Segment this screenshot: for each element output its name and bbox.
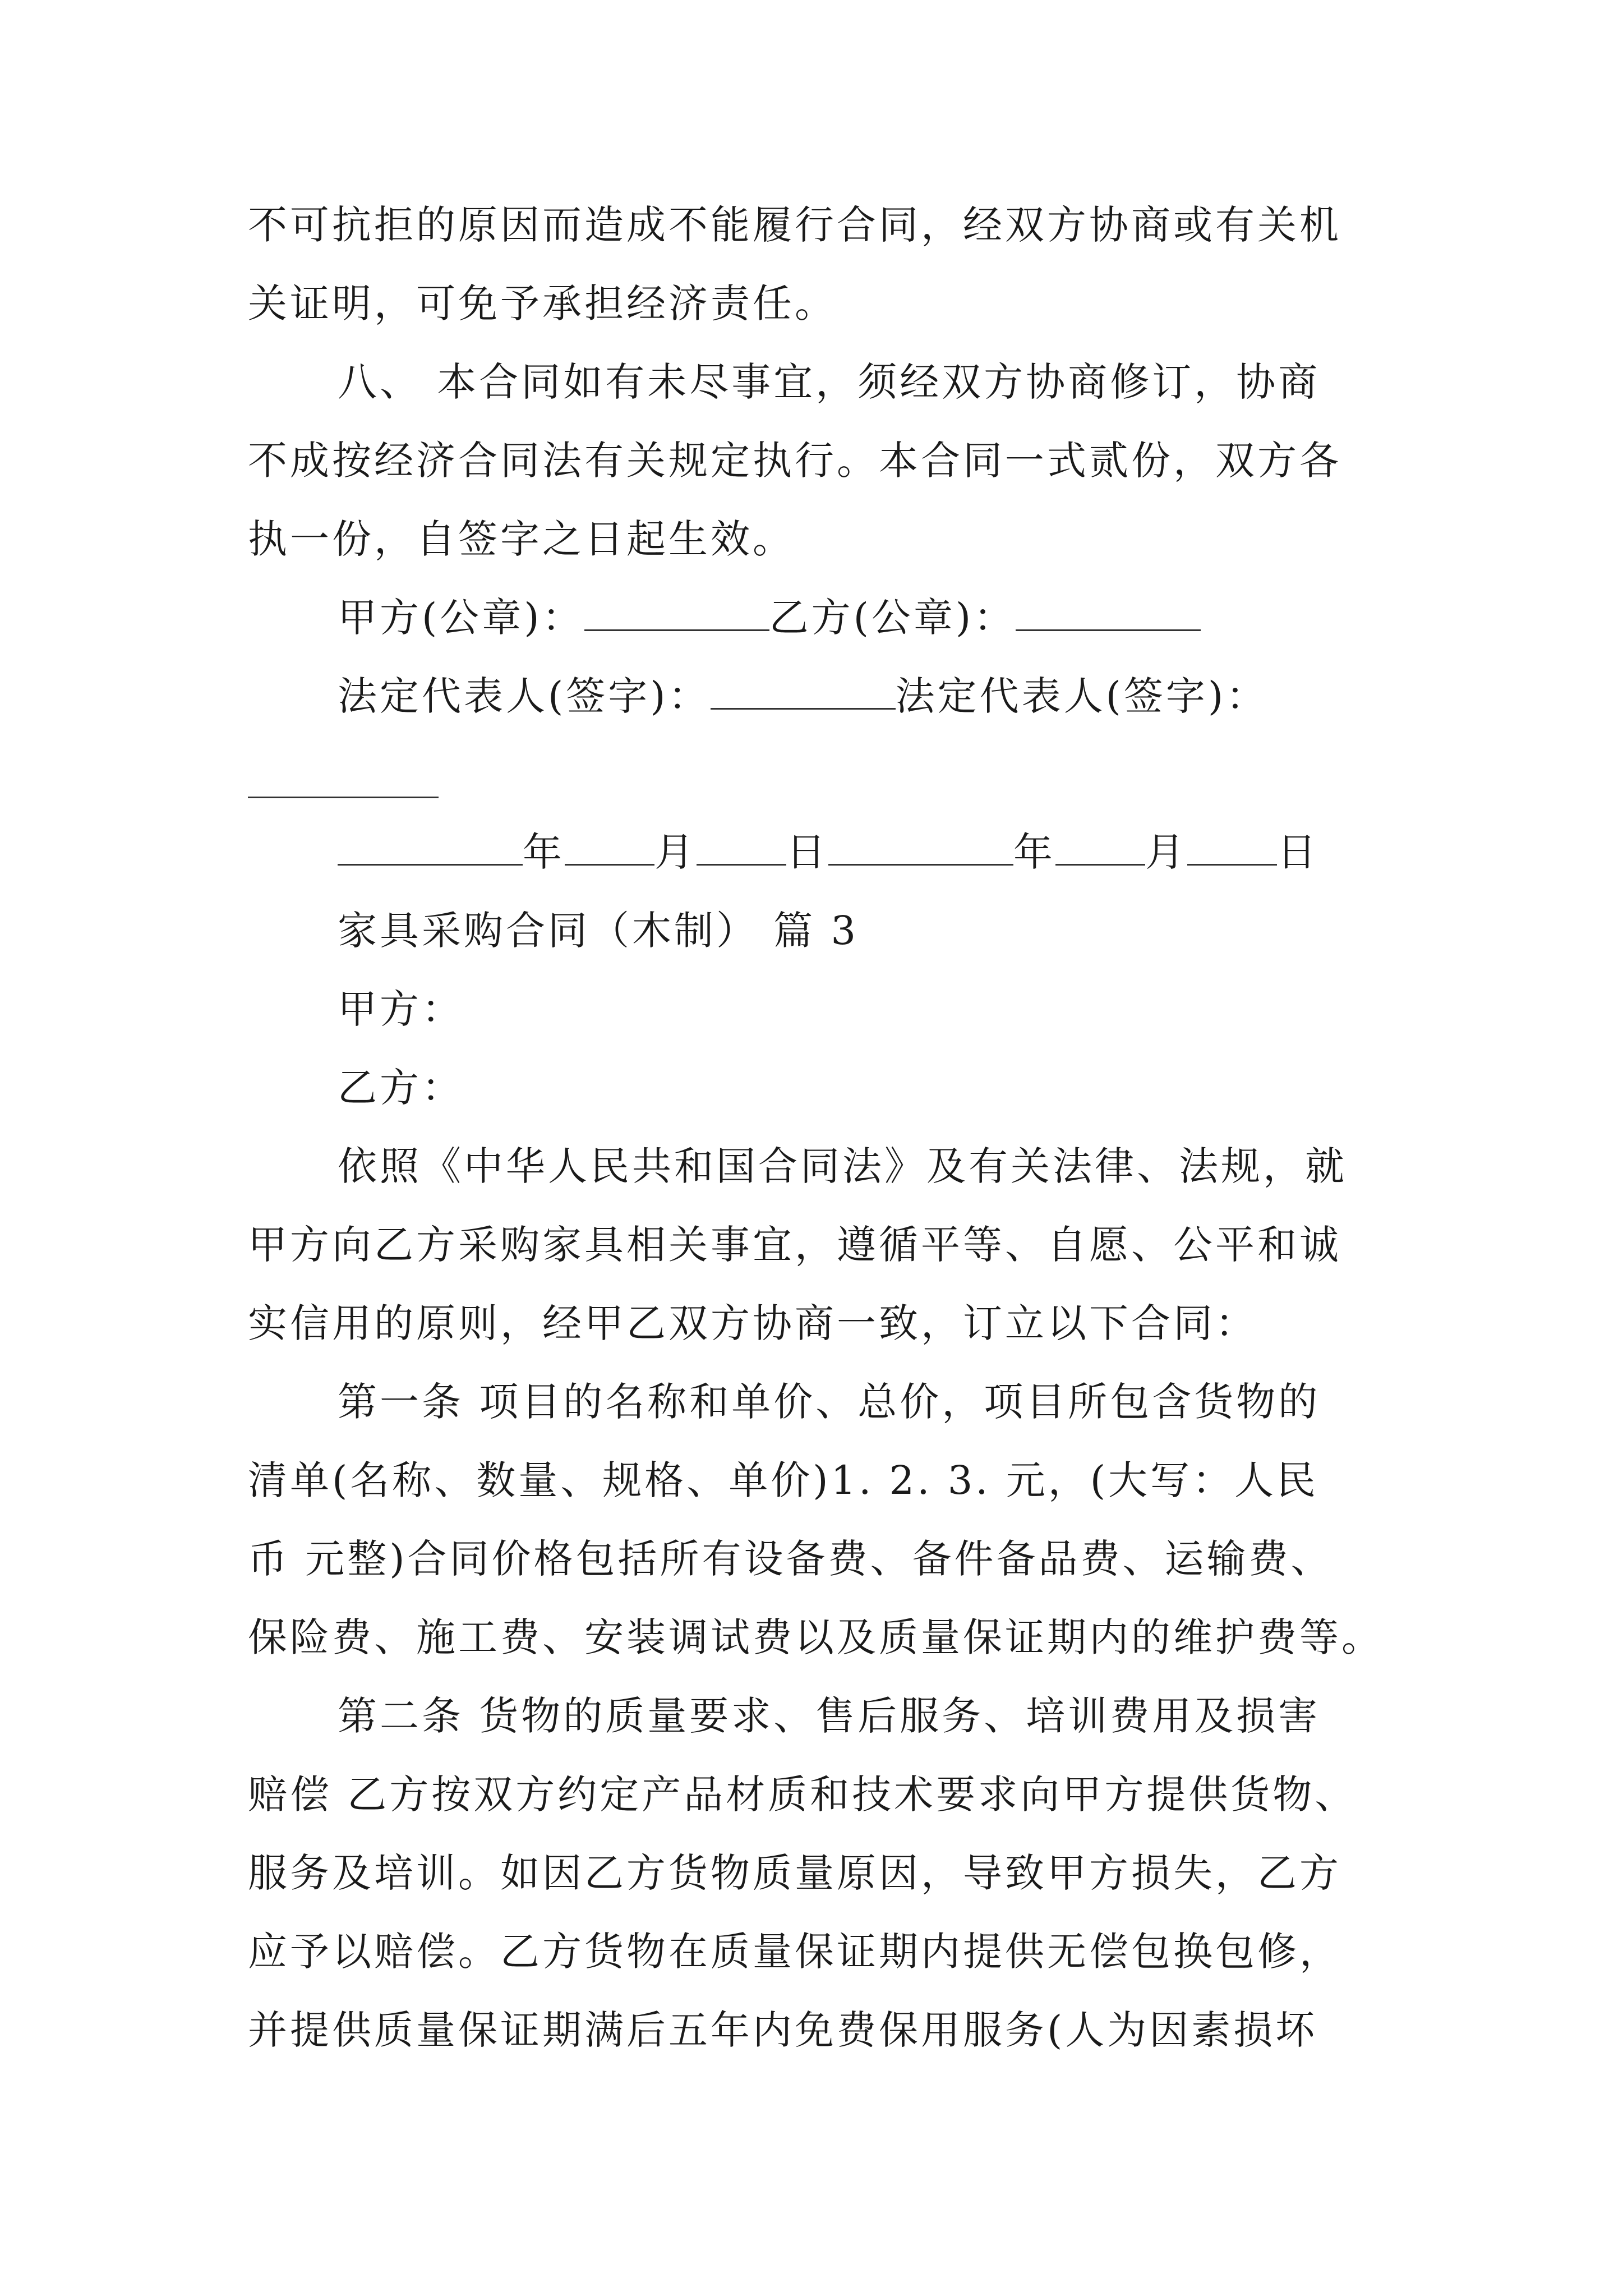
- body-line: 甲方向乙方采购家具相关事宜，遵循平等、自愿、公平和诚: [248, 1222, 1341, 1268]
- article-2-line: 第二条 货物的质量要求、售后服务、培训费用及损害: [338, 1693, 1321, 1739]
- body-line: 服务及培训。如因乙方货物质量原因，导致甲方损失，乙方: [248, 1850, 1341, 1896]
- party-b-seal-blank: [1016, 595, 1201, 631]
- rep-b-blank: [248, 797, 439, 798]
- rep-a-label: 法定代表人(签字)：: [338, 673, 711, 719]
- body-line: 关证明，可免予承担经济责任。: [248, 280, 837, 326]
- body-line: 币 元整)合同价格包括所有设备费、备件备品费、运输费、: [248, 1536, 1333, 1582]
- year-b-label: 年: [1013, 829, 1055, 875]
- year-a-blank: [338, 829, 523, 866]
- body-line: 保险费、施工费、安装调试费以及质量保证期内的维护费等。: [248, 1614, 1384, 1660]
- seal-line: [338, 592, 1201, 643]
- month-a-blank: [565, 829, 654, 866]
- body-line: 并提供质量保证期满后五年内免费保用服务(人为因素损坏: [248, 2007, 1318, 2053]
- date-line: [338, 827, 1319, 877]
- day-b-label: 日: [1277, 829, 1319, 875]
- body-line: 应予以赔偿。乙方货物在质量保证期内提供无偿包换包修，: [248, 1929, 1341, 1975]
- rep-b-label: 法定代表人(签字)：: [895, 673, 1269, 719]
- body-line: 执一份，自签字之日起生效。: [248, 516, 795, 562]
- section-title: 家具采购合同（木制） 篇 3: [338, 908, 859, 954]
- body-line: 实信用的原则，经甲乙双方协商一致，订立以下合同：: [248, 1300, 1257, 1346]
- day-b-blank: [1187, 829, 1277, 866]
- day-a-blank: [697, 829, 786, 866]
- article-1-line: 第一条 项目的名称和单价、总价，项目所包含货物的: [338, 1379, 1321, 1425]
- body-line: 依照《中华人民共和国合同法》及有关法律、法规，就: [338, 1143, 1347, 1189]
- rep-a-blank: [711, 673, 896, 710]
- day-a-label: 日: [786, 829, 828, 875]
- body-line: 不可抗拒的原因而造成不能履行合同，经双方协商或有关机: [248, 202, 1341, 248]
- clause-8-line: 八、 本合同如有未尽事宜，须经双方协商修订，协商: [338, 359, 1321, 405]
- year-b-blank: [828, 829, 1013, 866]
- party-b-line: 乙方：: [338, 1065, 464, 1111]
- party-a-line: 甲方：: [338, 986, 464, 1032]
- party-a-seal-blank: [584, 595, 769, 631]
- representative-line: [338, 671, 1268, 721]
- party-a-seal-label: 甲方(公章)：: [338, 595, 584, 641]
- body-line: 清单(名称、数量、规格、单价)1. 2. 3. 元，(大写：人民: [248, 1457, 1319, 1503]
- party-b-seal-label: 乙方(公章)：: [769, 595, 1016, 641]
- year-a-label: 年: [523, 829, 565, 875]
- month-b-label: 月: [1145, 829, 1187, 875]
- body-line: 赔偿 乙方按双方约定产品材质和技术要求向甲方提供货物、: [248, 1772, 1357, 1818]
- month-b-blank: [1055, 829, 1145, 866]
- body-line: 不成按经济合同法有关规定执行。本合同一式贰份，双方各: [248, 438, 1341, 484]
- month-a-label: 月: [654, 829, 697, 875]
